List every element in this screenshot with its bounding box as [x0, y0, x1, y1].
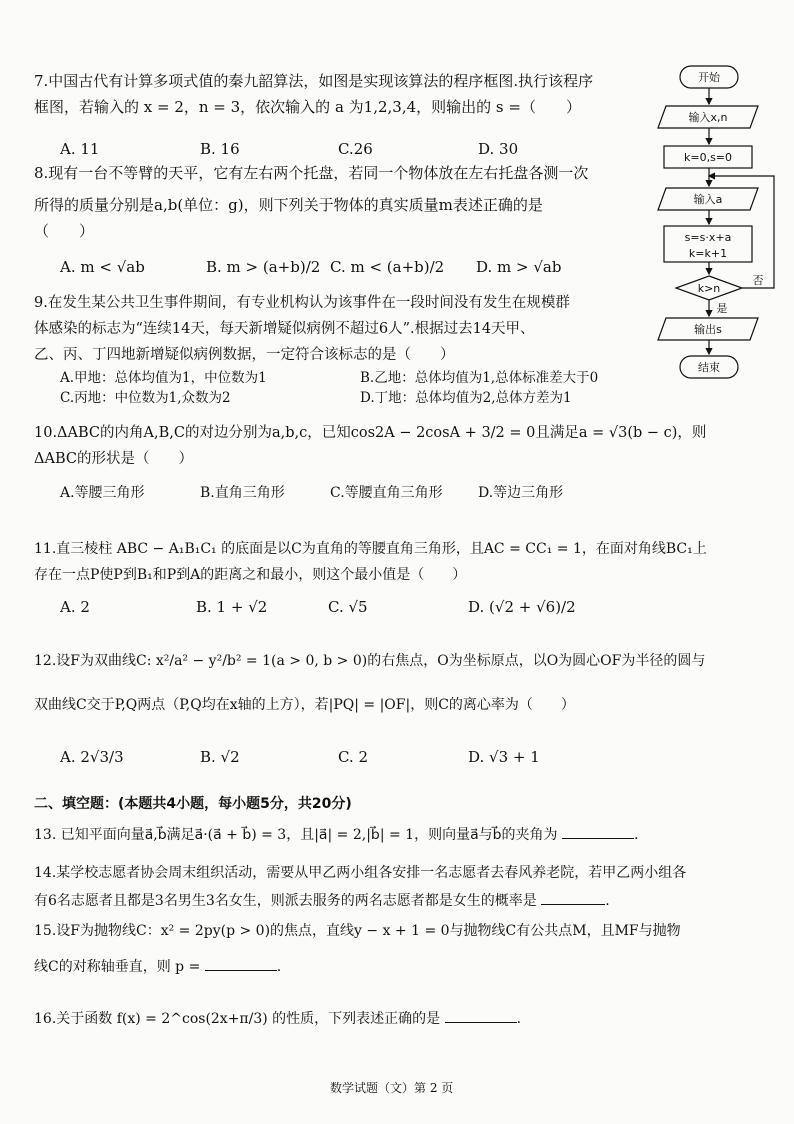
q12-line1: 12.设F为双曲线C: x²/a² − y²/b² = 1(a > 0, b > 0)的右焦点，O为坐标原点，以O为圆心OF为半径的圆与	[34, 653, 706, 669]
q15-line1: 15.设F为抛物线C：x² = 2py(p > 0)的焦点，直线y − x + 1 = 0与抛物线C有公共点M，且MF与抛物	[34, 923, 681, 939]
page-footer: 数学试题（文）第 2 页	[330, 1081, 454, 1095]
q12-option-c: C. 2	[338, 748, 369, 766]
q9-option-c: C.丙地：中位数为1,众数为2	[60, 390, 231, 406]
flow-start: 开始	[698, 71, 720, 84]
q10-option-b: B.直角三角形	[200, 485, 285, 501]
q9-line1: 9.在发生某公共卫生事件期间，有专业机构认为该事件在一段时间没有发生在规模群	[34, 295, 570, 311]
q14-line2: 有6名志愿者且都是3名男生3名女生，则派去服务的两名志愿者都是女生的概率是	[34, 893, 537, 909]
q9-option-a: A.甲地：总体均值为1，中位数为1	[60, 370, 267, 386]
flow-no: 否	[752, 274, 764, 287]
q9-option-b: B.乙地：总体均值为1,总体标准差大于0	[360, 370, 599, 386]
q8-line2: 所得的质量分别是a,b(单位：g)，则下列关于物体的真实质量m表述正确的是	[34, 196, 543, 214]
q13-answer-blank[interactable]	[562, 824, 634, 839]
q10-option-d: D.等边三角形	[478, 485, 564, 501]
q16-line1: 16.关于函数 f(x) = 2^cos(2x+π/3) 的性质，下列表述正确的是	[34, 1011, 441, 1027]
q10-option-c: C.等腰直角三角形	[330, 485, 443, 501]
q7-options	[60, 140, 620, 160]
q14-answer-blank[interactable]	[541, 890, 605, 905]
q8-option-a: A. m < √ab	[60, 258, 145, 276]
question-13: 13. 已知平面向量a⃗,b⃗满足a⃗·(a⃗ + b⃗) = 3，且|a⃗| = 2,|b⃗| = 1，则向量a⃗与b⃗的夹角为 .	[34, 822, 638, 848]
q9-line3: 乙、丙、丁四地新增疑似病例数据，一定符合该标志的是（ ）	[34, 347, 455, 363]
q12-line2: 双曲线C交于P,Q两点（P,Q均在x轴的上方），若|PQ| = |OF|，则C的离心率为（ ）	[34, 697, 575, 713]
q11-line1: 11.直三棱柱 ABC − A₁B₁C₁ 的底面是以C为直角的等腰直角三角形，且AC = CC₁ = 1，在面对角线BC₁上	[34, 541, 707, 557]
flow-yes: 是	[716, 302, 728, 315]
q8-line3: （ ）	[34, 222, 95, 240]
flow-assign-s: s=s·x+a	[684, 231, 732, 244]
q11-options	[60, 598, 640, 618]
question-9	[34, 290, 570, 368]
q15-answer-blank[interactable]	[205, 956, 277, 971]
q11-option-c: C. √5	[328, 598, 368, 616]
flow-output: 输出s	[694, 323, 722, 336]
q14-line1: 14.某学校志愿者协会周末组织活动，需要从甲乙两小组各安排一名志愿者去春风养老院，若甲乙两小组各	[34, 865, 687, 881]
flow-end: 结束	[698, 361, 720, 374]
q12-option-d: D. √3 + 1	[468, 748, 540, 766]
q9-line2: 体感染的标志为“连续14天，每天新增疑似病例不超过6人”.根据过去14天甲、	[34, 321, 535, 337]
q10-option-a: A.等腰三角形	[60, 485, 145, 501]
question-14: 14.某学校志愿者协会周末组织活动，需要从甲乙两小组各安排一名志愿者去春风养老院，若甲乙两小组各 有6名志愿者且都是3名男生3名女生，则派去服务的两名志愿者都是女生的概率是 .	[34, 860, 686, 914]
flow-cond: k>n	[697, 282, 721, 295]
q8-option-b: B. m > (a+b)/2	[206, 258, 321, 276]
section-fill-in-heading: 二、填空题：(本题共4小题，每小题5分，共20分)	[34, 796, 352, 812]
q7-option-c: C.26	[338, 140, 373, 158]
q8-option-d: D. m > √ab	[476, 258, 562, 276]
q15-line2: 线C的对称轴垂直，则 p =	[34, 959, 201, 975]
q9-options	[60, 366, 640, 410]
flow-assign-k: k=k+1	[688, 247, 728, 260]
question-16: 16.关于函数 f(x) = 2^cos(2x+π/3) 的性质，下列表述正确的是 .	[34, 1006, 521, 1032]
q10-line2: ΔABC的形状是（ ）	[34, 451, 193, 467]
question-11	[34, 536, 707, 588]
question-12	[34, 648, 705, 718]
q8-line1: 8.现有一台不等臂的天平，它有左右两个托盘，若同一个物体放在左右托盘各测一次	[34, 164, 589, 182]
q7-option-d: D. 30	[478, 140, 519, 158]
q7-line2: 框图，若输入的 x = 2，n = 3，依次输入的 a 为1,2,3,4，则输出的 s =（ ）	[34, 98, 581, 116]
flow-input-a: 输入a	[693, 193, 723, 206]
flowchart	[650, 62, 780, 382]
q11-line2: 存在一点P使P到B₁和P到A的距离之和最小，则这个最小值是（ ）	[34, 567, 467, 583]
q10-line1: 10.ΔABC的内角A,B,C的对边分别为a,b,c，已知cos2A − 2cosA + 3/2 = 0且满足a = √3(b − c)，则	[34, 425, 707, 441]
q10-options	[60, 482, 620, 502]
flow-init: k=0,s=0	[683, 151, 733, 164]
q11-option-a: A. 2	[60, 598, 90, 616]
question-15: 15.设F为抛物线C：x² = 2py(p > 0)的焦点，直线y − x + 1 = 0与抛物线C有公共点M，且MF与抛物 线C的对称轴垂直，则 p = .	[34, 918, 681, 980]
flow-input-xn: 输入x,n	[688, 111, 728, 124]
q8-options	[60, 258, 620, 278]
q11-option-d: D. (√2 + √6)/2	[468, 598, 576, 616]
q8-option-c: C. m < (a+b)/2	[330, 258, 445, 276]
q9-option-d: D.丁地：总体均值为2,总体方差为1	[360, 390, 572, 406]
q11-option-b: B. 1 + √2	[196, 598, 268, 616]
question-8	[34, 160, 588, 244]
question-10	[34, 420, 706, 472]
q12-option-a: A. 2√3/3	[60, 748, 124, 766]
q7-option-a: A. 11	[60, 140, 100, 158]
q13-line1: 13. 已知平面向量a⃗,b⃗满足a⃗·(a⃗ + b⃗) = 3，且|a⃗| = 2,|b⃗| = 1，则向量a⃗与b⃗的夹角为	[34, 827, 558, 843]
q7-option-b: B. 16	[200, 140, 240, 158]
q7-line1: 7.中国古代有计算多项式值的秦九韶算法，如图是实现该算法的程序框图.执行该程序	[34, 72, 594, 90]
q16-answer-blank[interactable]	[445, 1008, 517, 1023]
q12-option-b: B. √2	[200, 748, 240, 766]
question-7	[34, 68, 593, 120]
q12-options	[60, 748, 640, 768]
